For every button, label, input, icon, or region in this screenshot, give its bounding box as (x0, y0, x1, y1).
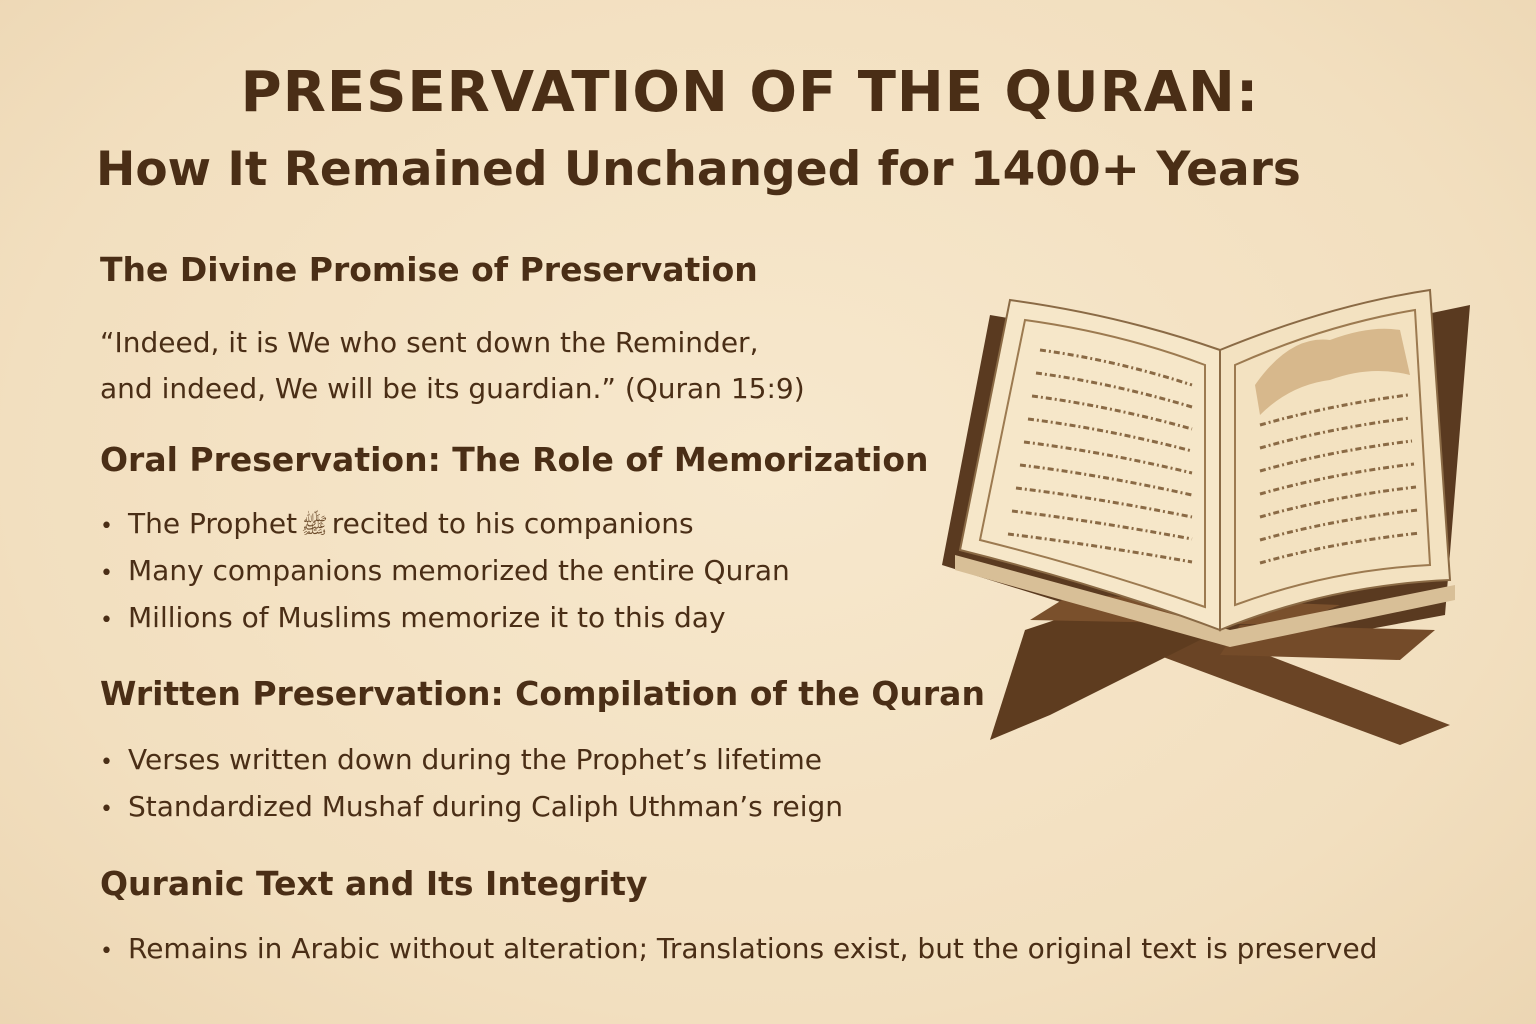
list-item (100, 925, 1377, 972)
bullet: • (100, 797, 113, 822)
list-item (100, 547, 790, 594)
list-item-text: Many companions memorized the entire Quran (128, 554, 790, 587)
list-item-text: Verses written down during the Prophet’s lifetime (128, 743, 823, 776)
section-heading-text-integrity: Quranic Text and Its Integrity (100, 864, 648, 903)
bullet: • (100, 608, 113, 633)
quran-quote (100, 320, 805, 412)
section-heading-divine-promise: The Divine Promise of Preservation (100, 250, 758, 289)
list-item (100, 736, 843, 783)
bullet: • (100, 561, 113, 586)
list-item-text: The Prophet (128, 507, 298, 540)
bullet: • (100, 750, 113, 775)
list-item-text: Remains in Arabic without alteration; Translations exist, but the original text is preserved (128, 932, 1378, 965)
page-subtitle: How It Remained Unchanged for 1400+ Years (96, 142, 1301, 197)
section-heading-written-preservation: Written Preservation: Compilation of the Quran (100, 674, 985, 713)
bullet: • (100, 514, 113, 539)
list-item-text: recited to his companions (331, 507, 694, 540)
list-item-text: Standardized Mushaf during Caliph Uthman’s reign (128, 790, 844, 823)
page-title: PRESERVATION OF THE QURAN: (240, 60, 1260, 125)
list-item (100, 500, 790, 547)
integrity-list (100, 925, 1377, 972)
open-quran-on-stand-icon (930, 285, 1490, 755)
written-preservation-list (100, 736, 843, 830)
honorific-symbol: ﷺ (301, 514, 328, 539)
oral-preservation-list (100, 500, 790, 641)
list-item (100, 783, 843, 830)
quote-line: and indeed, We will be its guardian.” (Quran 15:9) (100, 372, 805, 405)
bullet: • (100, 939, 113, 964)
section-heading-oral-preservation: Oral Preservation: The Role of Memorization (100, 440, 929, 479)
list-item (100, 594, 790, 641)
quote-line: “Indeed, it is We who sent down the Reminder, (100, 326, 759, 359)
list-item-text: Millions of Muslims memorize it to this day (128, 601, 726, 634)
